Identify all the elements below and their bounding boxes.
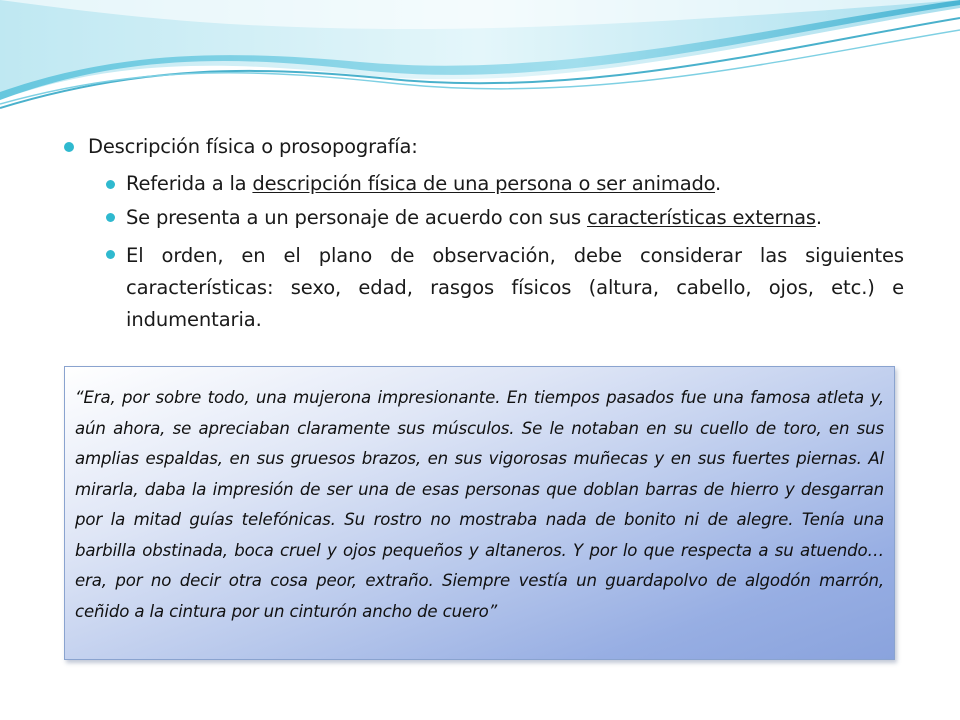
subbullet-1-suffix: .	[715, 172, 722, 195]
subbullet-1-underlined: descripción física de una persona o ser animado	[252, 172, 716, 195]
subbullet-2-underlined: características externas	[586, 206, 816, 229]
subbullet-1-prefix: Referida a la	[126, 172, 253, 195]
quote-text: “Era, por sobre todo, una mujerona impresionante. En tiempos pasados fue una famosa atleta y, aún ahora, se apreciaban claramente sus músculos. Se le notaban en su cuello de toro, en sus amplias espaldas, en sus gruesos brazos, en sus vigorosas muñecas y en sus fuertes piernas. Al mirarla, daba la impresión de ser una de esas personas que doblan barras de hierro y desgarran por la mitad guías telefónicas. Su rostro no mostraba nada de bonito ni de alegre. Tenía una barbilla obstinada, boca cruel y ojos pequeños y altaneros. Y por lo que respecta a su atuendo… era, por no decir otra cosa peor, extraño. Siempre vestía un guardapolvo de algodón marrón, ceñido a la cintura por un cinturón ancho de cuero”	[75, 388, 884, 621]
subbullet-2-suffix: .	[815, 206, 822, 229]
bullet-icon	[106, 180, 115, 189]
subbullet-2-prefix: Se presenta a un personaje de acuerdo con sus	[126, 206, 587, 229]
header-wave-decoration	[0, 0, 960, 120]
subbullet-3: El orden, en el plano de observación, debe considerar las siguientes características: sexo, edad, rasgos físicos (altura, cabello, ojos, etc.) e indumentaria.	[126, 244, 904, 331]
bullet-icon	[106, 213, 115, 222]
subbullet-1	[126, 172, 721, 195]
quote-box	[64, 366, 895, 660]
subbullet-2	[126, 206, 822, 229]
heading-bullet: Descripción física o prosopografía:	[88, 135, 418, 158]
bullet-icon	[106, 250, 115, 259]
bullet-icon	[64, 142, 74, 152]
